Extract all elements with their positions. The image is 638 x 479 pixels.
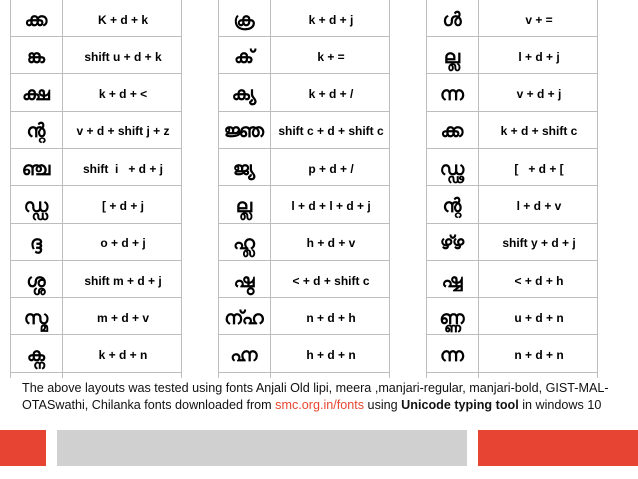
malayalam-conjunct: ന്ഹ [224, 306, 264, 329]
grid-hline [10, 36, 182, 37]
grid-hline [426, 260, 598, 261]
grid-hline [10, 372, 182, 373]
table-row [426, 265, 598, 296]
malayalam-conjunct: ക്യ [231, 83, 257, 106]
grid-hline [10, 223, 182, 224]
table-row [218, 41, 390, 72]
table-row [218, 340, 390, 371]
grid-hline [218, 297, 390, 298]
grid-hline [218, 223, 390, 224]
table-row [426, 4, 598, 35]
key-sequence: k + d + < [98, 87, 148, 102]
malayalam-conjunct: ജ്ഞ [223, 120, 265, 143]
malayalam-conjunct: ഷ്ഷ [441, 269, 463, 292]
malayalam-conjunct: ങ്ക [26, 45, 46, 68]
table-row [218, 153, 390, 184]
malayalam-conjunct: ന്റ [442, 195, 462, 217]
grid-hline [218, 148, 390, 149]
malayalam-conjunct: സ്മ [23, 306, 49, 329]
key-sequence: o + d + j [100, 236, 146, 251]
key-sequence: shift c + d + shift c [278, 124, 384, 139]
malayalam-conjunct: ന്റ [26, 120, 46, 143]
malayalam-conjunct: ല്ല [235, 195, 253, 217]
grid-hline [10, 185, 182, 186]
key-sequence: [ + d + j [101, 199, 144, 213]
key-sequence: v + d + j [516, 87, 562, 102]
key-sequence: n + d + n [514, 348, 564, 363]
malayalam-conjunct: ല്ല [443, 45, 461, 68]
key-sequence: k + d + / [308, 87, 354, 102]
footer-accent-left [0, 430, 46, 466]
key-sequence: h + d + n [306, 348, 356, 363]
key-sequence: h + d + v [306, 236, 356, 251]
grid-hline [10, 73, 182, 74]
table-row [10, 116, 182, 147]
table-row [426, 228, 598, 259]
key-sequence: shift y + d + j [502, 236, 576, 251]
key-sequence: shift m + d + j [84, 273, 162, 288]
table-row [426, 340, 598, 371]
table-row [10, 4, 182, 35]
grid-hline [218, 111, 390, 112]
footer-accent-right [478, 430, 638, 466]
malayalam-conjunct: ഴ്ഴ [439, 232, 465, 255]
grid-hline [10, 297, 182, 298]
table-row [218, 228, 390, 259]
footer-bar [57, 430, 467, 466]
malayalam-conjunct: ന്ന [440, 83, 464, 106]
grid-hline [218, 36, 390, 37]
grid-hline [426, 223, 598, 224]
grid-hline [426, 297, 598, 298]
key-sequence: p + d + / [308, 161, 354, 176]
grid-hline [426, 73, 598, 74]
table-row [218, 302, 390, 333]
key-sequence: l + d + v [516, 199, 562, 213]
malayalam-conjunct: ജ്യ [232, 157, 256, 180]
grid-hline [426, 185, 598, 186]
table-row [10, 228, 182, 259]
caption-tool-name: Unicode typing tool [401, 398, 519, 412]
malayalam-conjunct: ന്ന [440, 344, 464, 367]
grid-hline [10, 260, 182, 261]
table-row [10, 302, 182, 333]
caption-text-3: in windows 10 [518, 398, 602, 412]
table-row [218, 265, 390, 296]
grid-hline [10, 111, 182, 112]
smc-fonts-link[interactable]: smc.org.in/fonts [275, 398, 365, 412]
caption-text-2: using [364, 398, 402, 412]
caption-text: The above layouts was tested using fonts Anjali Old lipi, meera ,manjari-regular, manjari-bold, GIST-MAL-OTASwathi, Chilanka fonts downloaded from [22, 381, 609, 412]
table-row [426, 191, 598, 222]
table-row [10, 191, 182, 222]
key-sequence: [ + d + [ [514, 161, 564, 176]
grid-hline [426, 36, 598, 37]
grid-hline [10, 148, 182, 149]
grid-hline [218, 185, 390, 186]
malayalam-conjunct: ഷ്ഠ [233, 269, 255, 292]
key-sequence: l + d + l + d + j [291, 199, 371, 213]
key-sequence: shift i + d + j [82, 161, 163, 176]
malayalam-conjunct: ഞ്ച [21, 157, 51, 180]
malayalam-conjunct: ഹ്ന [230, 344, 258, 367]
malayalam-conjunct: ക്ക [440, 120, 464, 143]
key-sequence: shift u + d + k [84, 49, 162, 64]
key-sequence: v + = [525, 12, 553, 27]
table-row [218, 79, 390, 110]
grid-hline [426, 111, 598, 112]
table-row [218, 116, 390, 147]
malayalam-conjunct: ൾ [442, 8, 462, 31]
table-row [10, 153, 182, 184]
table-row [426, 116, 598, 147]
key-sequence: n + d + h [306, 310, 356, 325]
grid-hline [218, 334, 390, 335]
key-sequence: k + d + n [98, 348, 148, 363]
table-row [426, 79, 598, 110]
table-row [218, 191, 390, 222]
grid-hline [218, 372, 390, 373]
grid-hline [426, 334, 598, 335]
grid-hline [10, 334, 182, 335]
malayalam-conjunct: ക്ന [26, 344, 46, 367]
table-row [10, 41, 182, 72]
table-row [10, 265, 182, 296]
key-sequence: k + d + j [308, 12, 354, 27]
malayalam-conjunct: ക്ര [233, 8, 255, 31]
grid-hline [218, 260, 390, 261]
key-sequence: u + d + n [514, 310, 564, 325]
malayalam-conjunct: ദ്ദ [30, 232, 42, 255]
malayalam-conjunct: ഡ്ഢ [439, 157, 465, 180]
key-sequence: m + d + v [96, 310, 150, 325]
grid-hline [426, 372, 598, 373]
malayalam-conjunct: ക്ക [24, 8, 48, 31]
table-row [218, 4, 390, 35]
table-row [10, 340, 182, 371]
caption [22, 380, 622, 414]
key-sequence: < + d + shift c [292, 273, 370, 288]
key-sequence: K + d + k [97, 12, 149, 27]
grid-hline [218, 73, 390, 74]
table-row [426, 302, 598, 333]
key-sequence: < + d + h [514, 273, 564, 288]
malayalam-conjunct: ക്ഷ [22, 83, 50, 106]
key-sequence: k + = [317, 49, 345, 64]
malayalam-conjunct: ഡ്ഡ [23, 195, 49, 217]
key-sequence: v + d + shift j + z [76, 124, 170, 139]
table-row [10, 79, 182, 110]
table-row [426, 41, 598, 72]
malayalam-conjunct: ണ്ണ [439, 306, 465, 329]
malayalam-conjunct: ഹ്ല [233, 232, 255, 255]
grid-hline [426, 148, 598, 149]
key-sequence: k + d + shift c [500, 124, 578, 139]
malayalam-conjunct: ശ്ശ [26, 269, 46, 292]
table-row [426, 153, 598, 184]
key-sequence: l + d + j [518, 49, 560, 64]
malayalam-conjunct: ക് [234, 45, 254, 68]
